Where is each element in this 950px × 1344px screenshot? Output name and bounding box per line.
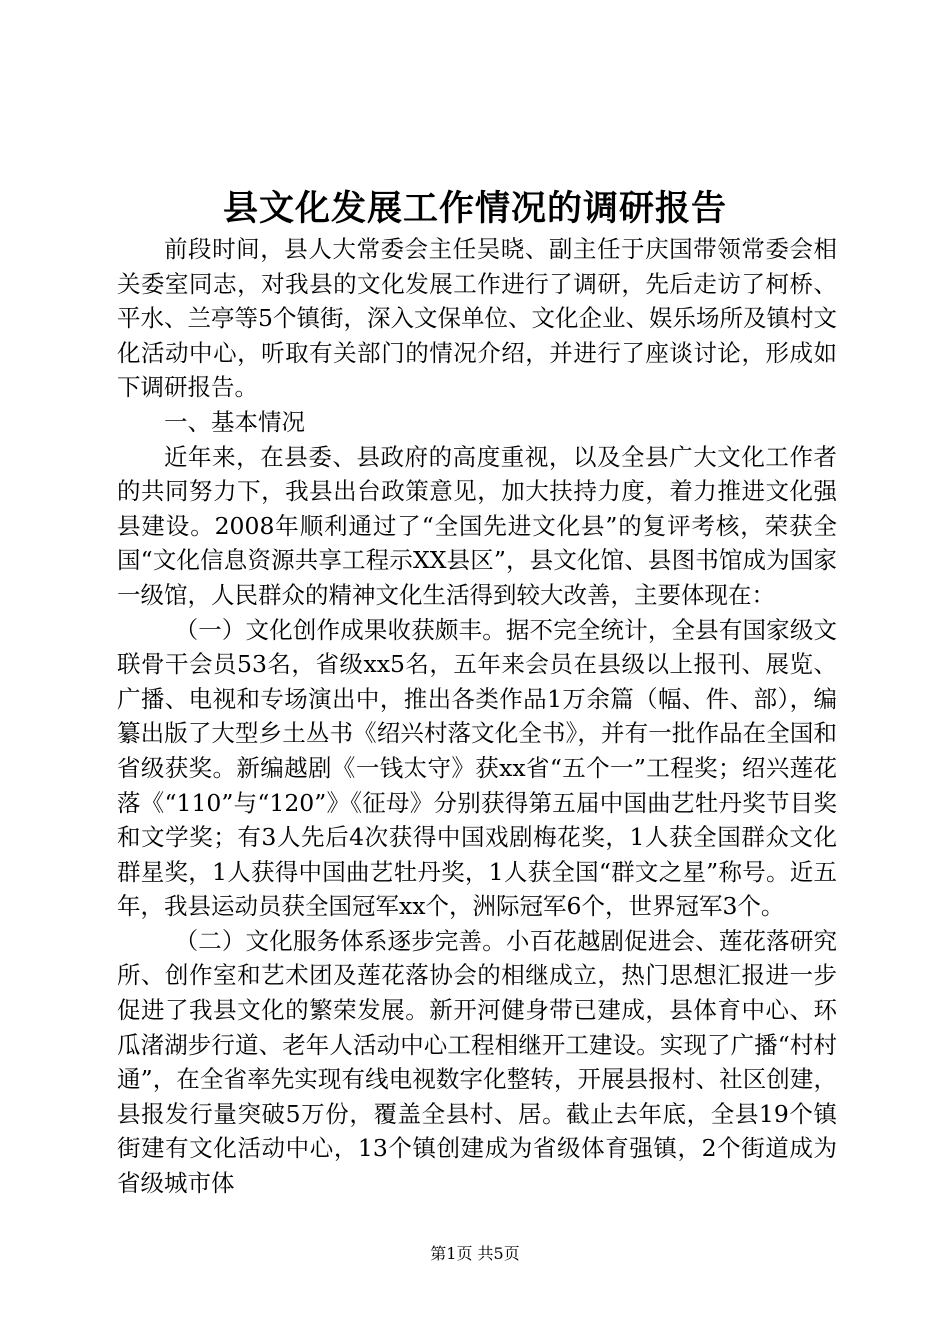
intro-paragraph: 前段时间，县人大常委会主任吴晓、副主任于庆国带领常委会相关委室同志，对我县的文化发展工作进行了调研，先后走访了柯桥、平水、兰亭等5个镇街，深入文保单位、文化企业、娱乐场所及镇村文化活动中心，听取有关部门的情况介绍，并进行了座谈讨论，形成如下调研报告。 (117, 235, 837, 402)
subsection-1-paragraph: （一）文化创作成果收获颇丰。据不完全统计，全县有国家级文联骨干会员53名，省级xx5名，五年来会员在县级以上报刊、展览、广播、电视和专场演出中，推出各类作品1万余篇（幅、件、部），编纂出版了大型乡土丛书《绍兴村落文化全书》，并有一批作品在全国和省级获奖。新编越剧《一钱太守》获xx省“五个一”工程奖；绍兴莲花落《“110”与“120”》《征母》分别获得第五届中国曲艺牡丹奖节目奖和文学奖；有3人先后4次获得中国戏剧梅花奖，1人获全国群众文化群星奖，1人获得中国曲艺牡丹奖，1人获全国“群文之星”称号。近五年，我县运动员获全国冠军xx个，洲际冠军6个，世界冠军3个。 (117, 615, 837, 921)
section-heading-basic-situation: 一、基本情况 (164, 407, 305, 436)
document-body (117, 232, 837, 1201)
page-number-footer: 第1页 共5页 (430, 1244, 520, 1263)
overview-paragraph: 近年来，在县委、县政府的高度重视，以及全县广大文化工作者的共同努力下，我县出台政策意见，加大扶持力度，着力推进文化强县建设。2008年顺利通过了“全国先进文化县”的复评考核，荣获全国“文化信息资源共享工程示XX县区”，县文化馆、县图书馆成为国家一级馆，人民群众的精神文化生活得到较大改善，主要体现在： (117, 442, 837, 609)
document-title: 县文化发展工作情况的调研报告 (222, 188, 727, 229)
subsection-2-paragraph: （二）文化服务体系逐步完善。小百花越剧促进会、莲花落研究所、创作室和艺术团及莲花落协会的相继成立，热门思想汇报进一步促进了我县文化的繁荣发展。新开河健身带已建成，县体育中心、环瓜渚湖步行道、老年人活动中心工程相继开工建设。实现了广播“村村通”，在全省率先实现有线电视数字化整转，开展县报村、社区创建，县报发行量突破5万份，覆盖全县村、居。截止去年底，全县19个镇街建有文化活动中心，13个镇创建成为省级体育强镇，2个街道成为省级城市体 (117, 926, 837, 1198)
